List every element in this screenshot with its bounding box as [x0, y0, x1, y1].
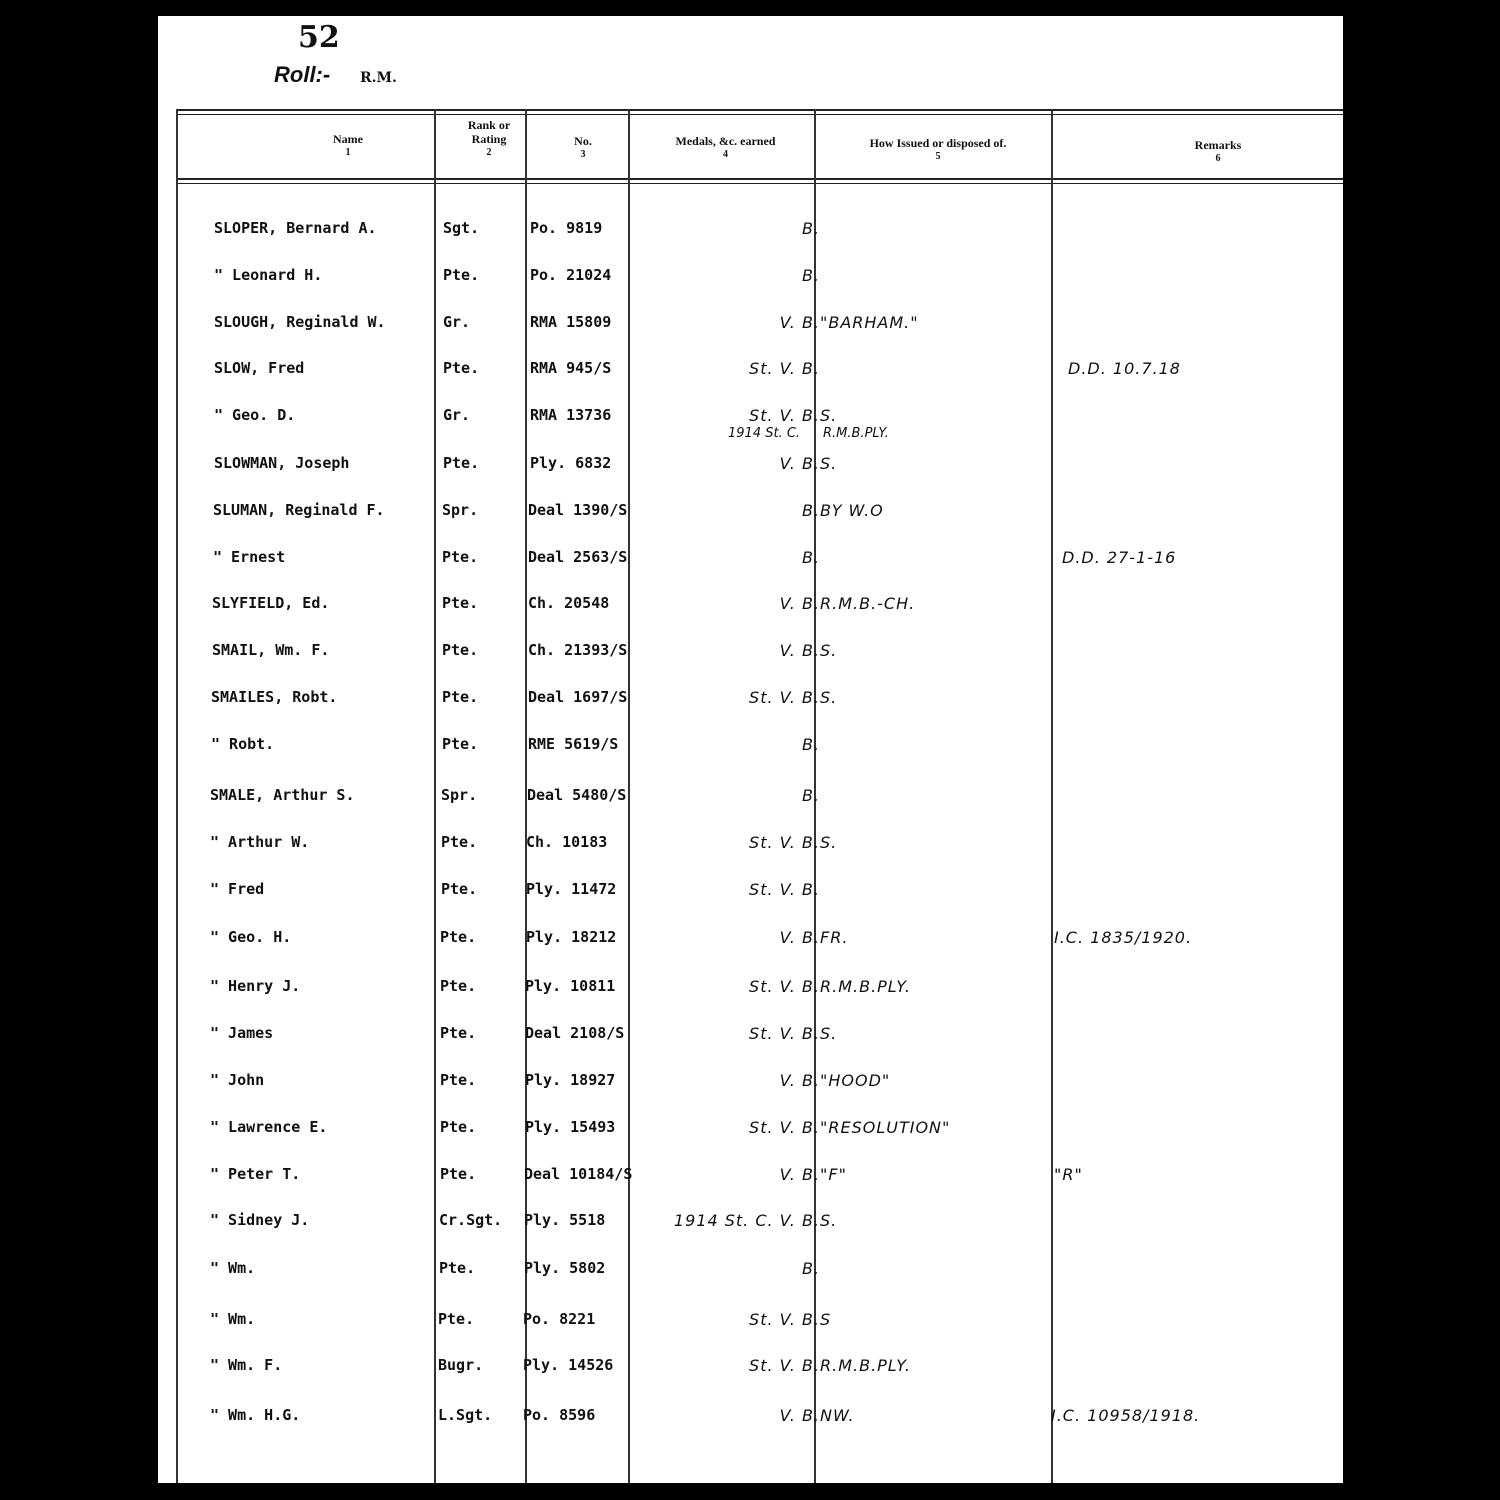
name-cell: SMAIL, Wm. F.: [212, 641, 330, 659]
table-row: [158, 977, 1343, 1017]
number-cell: Po. 8221: [523, 1310, 596, 1328]
issued-cell: "RESOLUTION": [820, 1118, 951, 1137]
number-cell: Ply. 15493: [525, 1118, 616, 1136]
rank-cell: Pte.: [440, 1165, 477, 1183]
table-row: [158, 641, 1343, 681]
medals-cell: St. V. B.: [749, 833, 820, 852]
number-cell: Ply. 18212: [526, 928, 617, 946]
table-row: [158, 1165, 1343, 1205]
roll-sheet: [158, 16, 1343, 1483]
issued-cell: S.: [820, 641, 838, 660]
medals-cell: B.: [801, 1259, 820, 1278]
table-row: [158, 1118, 1343, 1158]
number-cell: Po. 21024: [530, 266, 612, 284]
rank-cell: Pte.: [442, 641, 479, 659]
name-cell: " Wm.: [210, 1310, 256, 1328]
table-row: [158, 313, 1343, 353]
number-cell: Deal 2563/S: [528, 548, 628, 566]
medals-cell: V. B.: [779, 313, 820, 332]
table-row: [158, 786, 1343, 826]
roll-value: R.M.: [360, 70, 397, 86]
name-cell: " Geo. D.: [214, 406, 296, 424]
rank-cell: Pte.: [443, 359, 480, 377]
rank-cell: Pte.: [438, 1310, 475, 1328]
column-header-no: [538, 134, 628, 162]
table-row: [158, 1310, 1343, 1350]
extra-issued-note: R.M.B.PLY.: [823, 426, 889, 441]
number-cell: Ply. 5802: [524, 1259, 606, 1277]
name-cell: " Wm. H.G.: [210, 1406, 301, 1424]
table-row: [158, 1406, 1343, 1446]
rank-cell: Pte.: [440, 977, 477, 995]
issued-cell: S.: [820, 1211, 838, 1230]
name-cell: " Leonard H.: [214, 266, 323, 284]
issued-cell: NW.: [820, 1406, 855, 1425]
medals-cell: B.: [801, 501, 820, 520]
rank-cell: Pte.: [440, 1024, 477, 1042]
issued-cell: "F": [820, 1165, 847, 1184]
rank-cell: Sgt.: [443, 219, 480, 237]
name-cell: SMALE, Arthur S.: [210, 786, 355, 804]
remarks-cell: I.C. 10958/1918.: [1051, 1406, 1201, 1425]
medals-cell: B.: [801, 266, 820, 285]
column-title: No.: [574, 134, 592, 148]
name-cell: SMAILES, Robt.: [211, 688, 338, 706]
column-header-medals: [638, 134, 813, 162]
number-cell: RMA 945/S: [530, 359, 612, 377]
rank-cell: Pte.: [442, 594, 479, 612]
table-row: [158, 219, 1343, 259]
column-number: 5: [935, 151, 941, 162]
table-row: [158, 548, 1343, 588]
rank-cell: L.Sgt.: [438, 1406, 493, 1424]
name-cell: " Wm.: [210, 1259, 256, 1277]
column-header-rank: [454, 118, 524, 160]
medals-cell: St. V. B.: [749, 1118, 820, 1137]
header-top-rule: [176, 109, 1343, 111]
number-cell: Deal 1390/S: [528, 501, 628, 519]
extra-medals-note: 1914 St. C.: [728, 426, 801, 441]
name-cell: " Ernest: [213, 548, 286, 566]
number-cell: Ply. 18927: [525, 1071, 616, 1089]
table-row: [158, 880, 1343, 920]
medals-cell: V. B.: [779, 594, 820, 613]
name-cell: " Peter T.: [210, 1165, 301, 1183]
number-cell: Ch. 20548: [528, 594, 610, 612]
issued-cell: S.: [820, 406, 838, 425]
number-cell: Ply. 10811: [525, 977, 616, 995]
number-cell: Deal 5480/S: [527, 786, 627, 804]
number-cell: RMA 13736: [530, 406, 612, 424]
medals-cell: St. V. B.: [749, 1024, 820, 1043]
name-cell: " Arthur W.: [210, 833, 310, 851]
rank-cell: Pte.: [442, 688, 479, 706]
issued-cell: FR.: [820, 928, 849, 947]
rank-cell: Pte.: [442, 548, 479, 566]
rank-cell: Cr.Sgt.: [439, 1211, 503, 1229]
name-cell: " Sidney J.: [210, 1211, 310, 1229]
medals-cell: St. V. B.: [749, 406, 820, 425]
name-cell: SLOW, Fred: [214, 359, 305, 377]
column-number: 3: [580, 149, 586, 160]
rank-cell: Spr.: [442, 501, 479, 519]
remarks-cell: "R": [1054, 1165, 1083, 1184]
number-cell: Deal 2108/S: [525, 1024, 625, 1042]
medals-cell: V. B.: [779, 1406, 820, 1425]
number-cell: Ply. 6832: [530, 454, 612, 472]
column-header-name: [298, 132, 398, 160]
header-bottom-rule-thin: [176, 183, 1343, 184]
remarks-cell: D.D. 10.7.18: [1068, 359, 1181, 378]
issued-cell: BY W.O: [820, 501, 884, 520]
column-title: Remarks: [1194, 138, 1242, 152]
issued-cell: S.: [820, 1024, 838, 1043]
issued-cell: R.M.B.PLY.: [820, 1356, 911, 1375]
medals-cell: B.: [801, 735, 820, 754]
table-row: [158, 735, 1343, 775]
medals-cell: St. V. B.: [749, 977, 820, 996]
table-row: [158, 501, 1343, 541]
table-row: [158, 833, 1343, 873]
table-row: [158, 594, 1343, 634]
table-row: [158, 1356, 1343, 1396]
rank-cell: Pte.: [440, 928, 477, 946]
table-row: [158, 406, 1343, 446]
medals-cell: 1914 St. C. V. B.: [673, 1211, 820, 1230]
rank-cell: Pte.: [443, 266, 480, 284]
number-cell: Po. 8596: [523, 1406, 596, 1424]
medals-cell: St. V. B.: [749, 1310, 820, 1329]
number-cell: Ply. 5518: [524, 1211, 606, 1229]
medals-cell: V. B.: [779, 1071, 820, 1090]
rank-cell: Pte.: [441, 833, 478, 851]
column-number: 6: [1215, 153, 1221, 164]
number-cell: Po. 9819: [530, 219, 603, 237]
rank-cell: Pte.: [440, 1118, 477, 1136]
number-cell: Ch. 10183: [526, 833, 608, 851]
issued-cell: R.M.B.-CH.: [820, 594, 916, 613]
page-number: 52: [298, 20, 340, 55]
issued-cell: "HOOD": [820, 1071, 891, 1090]
table-row: [158, 1024, 1343, 1064]
name-cell: SLOPER, Bernard A.: [214, 219, 377, 237]
column-title: Medals, &c. earned: [675, 134, 776, 148]
number-cell: Ply. 14526: [523, 1356, 614, 1374]
rank-cell: Pte.: [439, 1259, 476, 1277]
name-cell: SLOWMAN, Joseph: [214, 454, 350, 472]
medals-cell: V. B.: [779, 454, 820, 473]
name-cell: " John: [210, 1071, 265, 1089]
medals-cell: St. V. B.: [749, 880, 820, 899]
header-top-rule-thin: [176, 114, 1343, 115]
remarks-cell: I.C. 1835/1920.: [1054, 928, 1193, 947]
issued-cell: S.: [820, 454, 838, 473]
column-number: 4: [723, 149, 728, 160]
number-cell: RMA 15809: [530, 313, 612, 331]
name-cell: " Wm. F.: [210, 1356, 283, 1374]
table-row: [158, 454, 1343, 494]
name-cell: " Robt.: [211, 735, 275, 753]
table-row: [158, 1211, 1343, 1251]
issued-cell: S: [820, 1310, 832, 1329]
rank-cell: Pte.: [442, 735, 479, 753]
column-header-remarks: [1148, 138, 1288, 166]
name-cell: SLUMAN, Reginald F.: [213, 501, 385, 519]
column-title: Name: [333, 132, 363, 146]
rank-cell: Pte.: [441, 880, 478, 898]
remarks-cell: D.D. 27-1-16: [1062, 548, 1177, 567]
roll-label: Roll:-: [274, 62, 331, 87]
issued-cell: R.M.B.PLY.: [820, 977, 911, 996]
header-bottom-rule: [176, 178, 1343, 180]
medals-cell: B.: [801, 786, 820, 805]
table-row: [158, 688, 1343, 728]
rank-cell: Spr.: [441, 786, 478, 804]
column-title: How Issued or disposed of.: [869, 136, 1007, 150]
medals-cell: B.: [801, 219, 820, 238]
name-cell: " Geo. H.: [210, 928, 292, 946]
column-number: 2: [486, 147, 492, 158]
table-row: [158, 266, 1343, 306]
name-cell: SLYFIELD, Ed.: [212, 594, 330, 612]
table-row: [158, 1259, 1343, 1299]
medals-cell: St. V. B.: [749, 359, 820, 378]
column-number: 1: [345, 147, 351, 158]
name-cell: " Henry J.: [210, 977, 301, 995]
rank-cell: Pte.: [440, 1071, 477, 1089]
medals-cell: V. B.: [779, 1165, 820, 1184]
medals-cell: V. B.: [779, 641, 820, 660]
medals-cell: V. B.: [779, 928, 820, 947]
rank-cell: Bugr.: [438, 1356, 484, 1374]
number-cell: Ch. 21393/S: [528, 641, 628, 659]
name-cell: " Fred: [210, 880, 265, 898]
number-cell: Deal 1697/S: [528, 688, 628, 706]
issued-cell: S.: [820, 833, 838, 852]
medals-cell: B.: [801, 548, 820, 567]
column-title: Rank or Rating: [467, 118, 511, 146]
table-row: [158, 928, 1343, 968]
name-cell: SLOUGH, Reginald W.: [214, 313, 386, 331]
medals-cell: St. V. B.: [749, 688, 820, 707]
name-cell: " Lawrence E.: [210, 1118, 328, 1136]
table-row: [158, 359, 1343, 399]
rank-cell: Pte.: [443, 454, 480, 472]
medals-cell: St. V. B.: [749, 1356, 820, 1375]
number-cell: Deal 10184/S: [524, 1165, 633, 1183]
name-cell: " James: [210, 1024, 274, 1042]
column-header-issued: [828, 136, 1048, 164]
rank-cell: Gr.: [443, 406, 471, 424]
table-row: [158, 1071, 1343, 1111]
number-cell: Ply. 11472: [526, 880, 617, 898]
number-cell: RME 5619/S: [528, 735, 619, 753]
issued-cell: "BARHAM.": [820, 313, 919, 332]
issued-cell: S.: [820, 688, 838, 707]
rank-cell: Gr.: [443, 313, 471, 331]
